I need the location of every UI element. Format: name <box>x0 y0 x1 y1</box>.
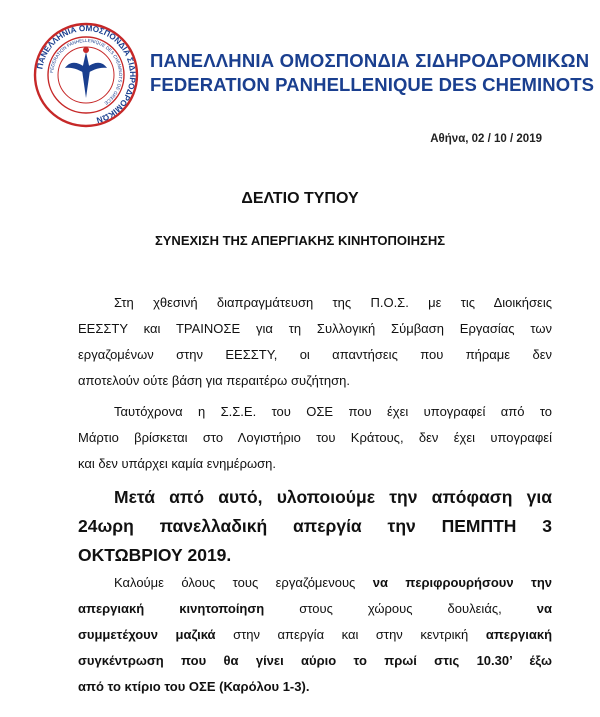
paragraph-line-bold: από το κτίριο του ΟΣΕ (Καρόλου 1-3). <box>78 679 310 694</box>
document-date: Αθήνα, 02 / 10 / 2019 <box>430 133 542 145</box>
text-run-bold: να περιφρουρήσουν την <box>372 575 552 590</box>
text-run: στους χώρους δουλειάς, <box>264 601 537 616</box>
text-run: στην απεργία και στην κεντρική <box>215 627 486 642</box>
document-title: ΔΕΛΤΙΟ ΤΥΠΟΥ <box>241 190 359 207</box>
paragraph-line: αποτελούν ούτε βάση για περαιτέρω συζήτηση. <box>78 373 351 388</box>
paragraph-line: ΕΕΣΣΤΥ και ΤΡΑΙΝΟΣΕ για τη Συλλογική Σύμβαση Εργασίας των <box>78 321 552 336</box>
paragraph-1 <box>78 290 552 394</box>
paragraph-line: ΟΚΤΩΒΡΙΟΥ 2019. <box>78 545 232 565</box>
text-run-bold: να <box>536 601 552 616</box>
paragraph-line <box>78 622 552 648</box>
paragraph-line: εργαζομένων στην ΕΕΣΣΤΥ, οι απαντήσεις που πήραμε δεν <box>78 347 552 362</box>
paragraph-line-bold: συγκέντρωση που θα γίνει αύριο το πρωί στις 10.30’ έξω <box>78 653 552 668</box>
paragraph-line: Ταυτόχρονα η Σ.Σ.Ε. του ΟΣΕ που έχει υπογραφεί από το <box>114 404 552 419</box>
document-subtitle: ΣΥΝΕΧΙΣΗ ΤΗΣ ΑΠΕΡΓΙΑΚΗΣ ΚΙΝΗΤΟΠΟΙΗΣΗΣ <box>154 233 446 248</box>
paragraph-line: Μάρτιο βρίσκεται στο Λογιστήριο του Κράτους, δεν έχει υπογραφεί <box>78 430 552 445</box>
paragraph-4 <box>78 570 552 700</box>
paragraph-line <box>78 596 552 622</box>
logo-inner-ring-text: FEDERATION PANHELLENIQUE DES CHEMINOTS DE GRECE <box>49 37 124 106</box>
text-run-bold: απεργιακή <box>485 627 553 642</box>
paragraph-line: και δεν υπάρχει καμία ενημέρωση. <box>78 456 277 471</box>
organization-name-french: FEDERATION PANHELLENIQUE DES CHEMINOTS <box>150 74 595 95</box>
paragraph-3-announcement <box>78 483 552 570</box>
text-run-bold: συμμετέχουν μαζικά <box>78 627 216 642</box>
paragraph-line: 24ωρη πανελλαδική απεργία την ΠΕΜΠΤΗ 3 <box>78 516 552 536</box>
paragraph-line: Μετά από αυτό, υλοποιούμε την απόφαση για <box>114 487 552 507</box>
logo-ring-text: ΠΑΝΕΛΛΗΝΙΑ ΟΜΟΣΠΟΝΔΙΑ ΣΙΔΗΡΟΔΡΟΜΙΚΩΝ <box>35 23 138 125</box>
paragraph-line: Στη χθεσινή διαπραγμάτευση της Π.Ο.Σ. με τις Διοικήσεις <box>114 295 552 310</box>
text-run-bold: απεργιακή κινητοποίηση <box>78 601 265 616</box>
text-run: Καλούμε όλους τους εργαζόμενους <box>114 575 373 590</box>
organization-name-greek: ΠΑΝΕΛΛΗΝΙΑ ΟΜΟΣΠΟΝΔΙΑ ΣΙΔΗΡΟΔΡΟΜΙΚΩΝ <box>150 50 590 71</box>
paragraph-line <box>78 570 552 596</box>
federation-logo-icon <box>33 22 139 128</box>
paragraph-2 <box>78 399 552 477</box>
